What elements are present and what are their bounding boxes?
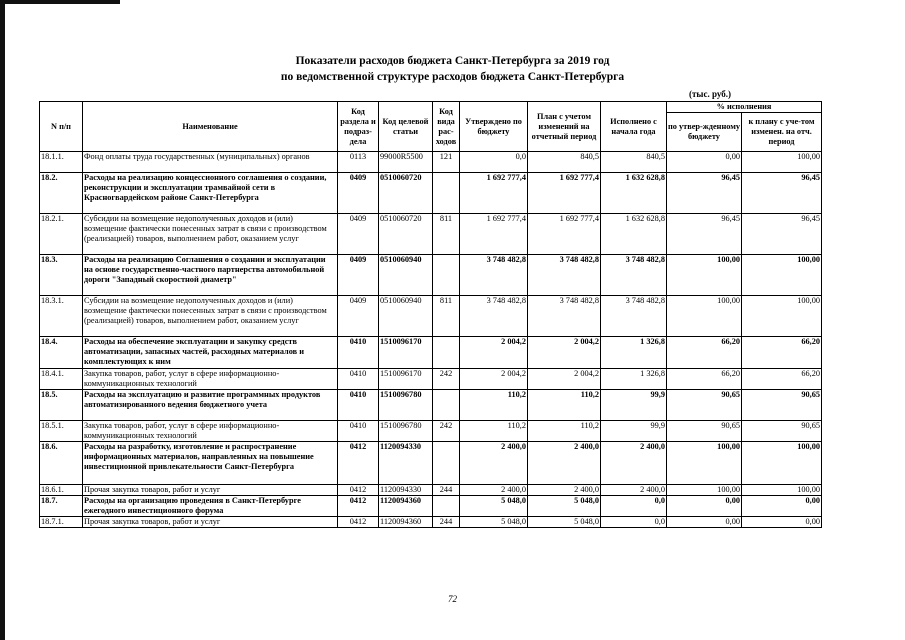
row-type-code: 242 [433,369,460,390]
row-approved: 5 048,0 [460,517,528,528]
header-pct-approved: по утвер-жденному бюджету [667,113,742,152]
row-plan: 110,2 [528,421,601,442]
header-pct-plan: к плану с уче-том изменен. на отч. период [742,113,822,152]
table-row [40,517,822,528]
table-body [40,152,822,528]
page-title: Показатели расходов бюджета Санкт-Петербурга за 2019 год [295,55,610,67]
row-section-code: 0410 [338,369,379,390]
row-target-code: 1120094330 [379,442,433,485]
row-section-code: 0412 [338,517,379,528]
table-row [40,496,822,517]
row-approved: 2 400,0 [460,442,528,485]
header-plan: План с учетом изменений на отчетный период [528,102,601,152]
row-executed: 840,5 [601,152,667,173]
row-pct-approved: 100,00 [667,442,742,485]
row-section-code: 0409 [338,296,379,337]
row-type-code [433,496,460,517]
row-name: Прочая закупка товаров, работ и услуг [83,517,338,528]
units-label: (тыс. руб.) [689,89,731,99]
header-section: Код раздела и подраз-дела [338,102,379,152]
row-number: 18.3.1. [40,296,83,337]
row-plan: 1 692 777,4 [528,214,601,255]
row-approved: 2 004,2 [460,337,528,369]
row-target-code: 1120094330 [379,485,433,496]
row-approved: 110,2 [460,390,528,421]
row-number: 18.2.1. [40,214,83,255]
row-pct-plan: 0,00 [742,496,822,517]
row-approved: 1 692 777,4 [460,173,528,214]
row-section-code: 0113 [338,152,379,173]
row-pct-plan: 90,65 [742,390,822,421]
table-row [40,214,822,255]
row-name: Субсидии на возмещение недополученных доходов и (или) возмещение фактически понесенных затрат в связи с производством (реализацией) товаров, выполнением работ, оказанием услуг [83,296,338,337]
row-plan: 840,5 [528,152,601,173]
row-plan: 3 748 482,8 [528,296,601,337]
row-pct-approved: 100,00 [667,485,742,496]
row-approved: 5 048,0 [460,496,528,517]
row-pct-approved: 100,00 [667,255,742,296]
row-name: Расходы на разработку, изготовление и распространение информационных материалов, направленных на повышение инвестиционной привлекательности Санкт-Петербурга [83,442,338,485]
row-number: 18.7. [40,496,83,517]
row-executed: 3 748 482,8 [601,296,667,337]
row-pct-approved: 66,20 [667,369,742,390]
row-executed: 1 632 628,8 [601,214,667,255]
row-executed: 1 632 628,8 [601,173,667,214]
row-approved: 110,2 [460,421,528,442]
row-target-code: 0510060720 [379,214,433,255]
row-executed: 0,0 [601,517,667,528]
row-approved: 2 400,0 [460,485,528,496]
row-target-code: 1510096780 [379,390,433,421]
row-pct-approved: 0,00 [667,496,742,517]
row-approved: 3 748 482,8 [460,255,528,296]
row-pct-plan: 66,20 [742,369,822,390]
row-pct-approved: 66,20 [667,337,742,369]
row-name: Закупка товаров, работ, услуг в сфере информационно-коммуникационных технологий [83,421,338,442]
table-row [40,173,822,214]
row-approved: 2 004,2 [460,369,528,390]
row-section-code: 0412 [338,496,379,517]
row-target-code: 0510060940 [379,296,433,337]
row-number: 18.7.1. [40,517,83,528]
row-plan: 110,2 [528,390,601,421]
row-pct-plan: 96,45 [742,214,822,255]
table-row [40,485,822,496]
row-target-code: 0510060940 [379,255,433,296]
row-target-code: 0510060720 [379,173,433,214]
row-type-code [433,337,460,369]
row-number: 18.4.1. [40,369,83,390]
row-executed: 2 400,0 [601,442,667,485]
row-executed: 99,9 [601,390,667,421]
row-section-code: 0409 [338,255,379,296]
row-number: 18.5. [40,390,83,421]
row-executed: 3 748 482,8 [601,255,667,296]
row-section-code: 0410 [338,421,379,442]
row-executed: 99,9 [601,421,667,442]
table-row [40,337,822,369]
row-section-code: 0409 [338,214,379,255]
row-section-code: 0410 [338,337,379,369]
expenses-table [39,101,822,528]
row-target-code: 1510096780 [379,421,433,442]
row-pct-approved: 96,45 [667,214,742,255]
row-type-code [433,255,460,296]
row-type-code [433,390,460,421]
row-name: Расходы на обеспечение эксплуатации и закупку средств автоматизации, запасных частей, расходных материалов и комплектующих к ним [83,337,338,369]
row-approved: 3 748 482,8 [460,296,528,337]
row-type-code: 242 [433,421,460,442]
header-approved: Утверждено по бюджету [460,102,528,152]
row-name: Закупка товаров, работ, услуг в сфере информационно-коммуникационных технологий [83,369,338,390]
table-row [40,152,822,173]
row-target-code: 1510096170 [379,337,433,369]
row-pct-plan: 96,45 [742,173,822,214]
row-plan: 5 048,0 [528,496,601,517]
row-type-code: 244 [433,485,460,496]
row-name: Субсидии на возмещение недополученных доходов и (или) возмещение фактически понесенных затрат в связи с производством (реализацией) товаров, выполнением работ, оказанием услуг [83,214,338,255]
row-name: Расходы на реализацию концессионного соглашения о создании, реконструкции и эксплуатации трамвайной сети в Красногвардейском районе Санкт-Петербурга [83,173,338,214]
row-name: Фонд оплаты труда государственных (муниципальных) органов [83,152,338,173]
row-pct-approved: 96,45 [667,173,742,214]
table-row [40,296,822,337]
row-target-code: 1120094360 [379,496,433,517]
row-pct-plan: 100,00 [742,442,822,485]
row-pct-approved: 0,00 [667,517,742,528]
header-type: Код вида рас-ходов [433,102,460,152]
row-type-code [433,442,460,485]
row-executed: 1 326,8 [601,337,667,369]
scan-edge-top [0,0,120,4]
row-number: 18.4. [40,337,83,369]
row-type-code: 121 [433,152,460,173]
row-pct-plan: 100,00 [742,485,822,496]
row-approved: 1 692 777,4 [460,214,528,255]
row-executed: 0,0 [601,496,667,517]
row-type-code: 811 [433,214,460,255]
row-target-code: 1120094360 [379,517,433,528]
row-section-code: 0412 [338,485,379,496]
row-name: Расходы на реализацию Соглашения о создании и эксплуатации на основе государственно-частного партнерства автомобильной дороги "Западный скоростной диаметр" [83,255,338,296]
row-pct-plan: 90,65 [742,421,822,442]
row-number: 18.6.1. [40,485,83,496]
row-plan: 2 004,2 [528,337,601,369]
page-number: 72 [448,594,457,604]
page-subtitle: по ведомственной структуре расходов бюджета Санкт-Петербурга [280,71,625,83]
row-number: 18.1.1. [40,152,83,173]
row-executed: 2 400,0 [601,485,667,496]
row-name: Расходы на эксплуатацию и развитие программных продуктов автоматизированного ведения бюджетного учета [83,390,338,421]
table-row [40,255,822,296]
row-number: 18.5.1. [40,421,83,442]
table-row [40,421,822,442]
row-name: Прочая закупка товаров, работ и услуг [83,485,338,496]
row-target-code: 99000R5500 [379,152,433,173]
header-name: Наименование [83,102,338,152]
row-plan: 1 692 777,4 [528,173,601,214]
table-row [40,390,822,421]
row-number: 18.6. [40,442,83,485]
row-target-code: 1510096170 [379,369,433,390]
row-type-code: 244 [433,517,460,528]
row-pct-plan: 66,20 [742,337,822,369]
table-row [40,442,822,485]
row-number: 18.3. [40,255,83,296]
header-pct-group: % исполнения [667,102,822,113]
row-section-code: 0410 [338,390,379,421]
header-n: N п/п [40,102,83,152]
row-executed: 1 326,8 [601,369,667,390]
row-plan: 2 400,0 [528,485,601,496]
row-pct-plan: 100,00 [742,296,822,337]
row-pct-approved: 100,00 [667,296,742,337]
row-pct-approved: 90,65 [667,390,742,421]
row-pct-approved: 90,65 [667,421,742,442]
row-pct-approved: 0,00 [667,152,742,173]
row-approved: 0,0 [460,152,528,173]
table-row [40,369,822,390]
row-pct-plan: 0,00 [742,517,822,528]
row-type-code [433,173,460,214]
row-plan: 3 748 482,8 [528,255,601,296]
row-plan: 2 400,0 [528,442,601,485]
header-target: Код целевой статьи [379,102,433,152]
row-pct-plan: 100,00 [742,152,822,173]
row-number: 18.2. [40,173,83,214]
row-plan: 2 004,2 [528,369,601,390]
row-section-code: 0409 [338,173,379,214]
row-plan: 5 048,0 [528,517,601,528]
scan-edge [0,0,5,640]
row-pct-plan: 100,00 [742,255,822,296]
row-type-code: 811 [433,296,460,337]
row-section-code: 0412 [338,442,379,485]
header-executed: Исполнено с начала года [601,102,667,152]
row-name: Расходы на организацию проведения в Санкт-Петербурге ежегодного инвестиционного форума [83,496,338,517]
